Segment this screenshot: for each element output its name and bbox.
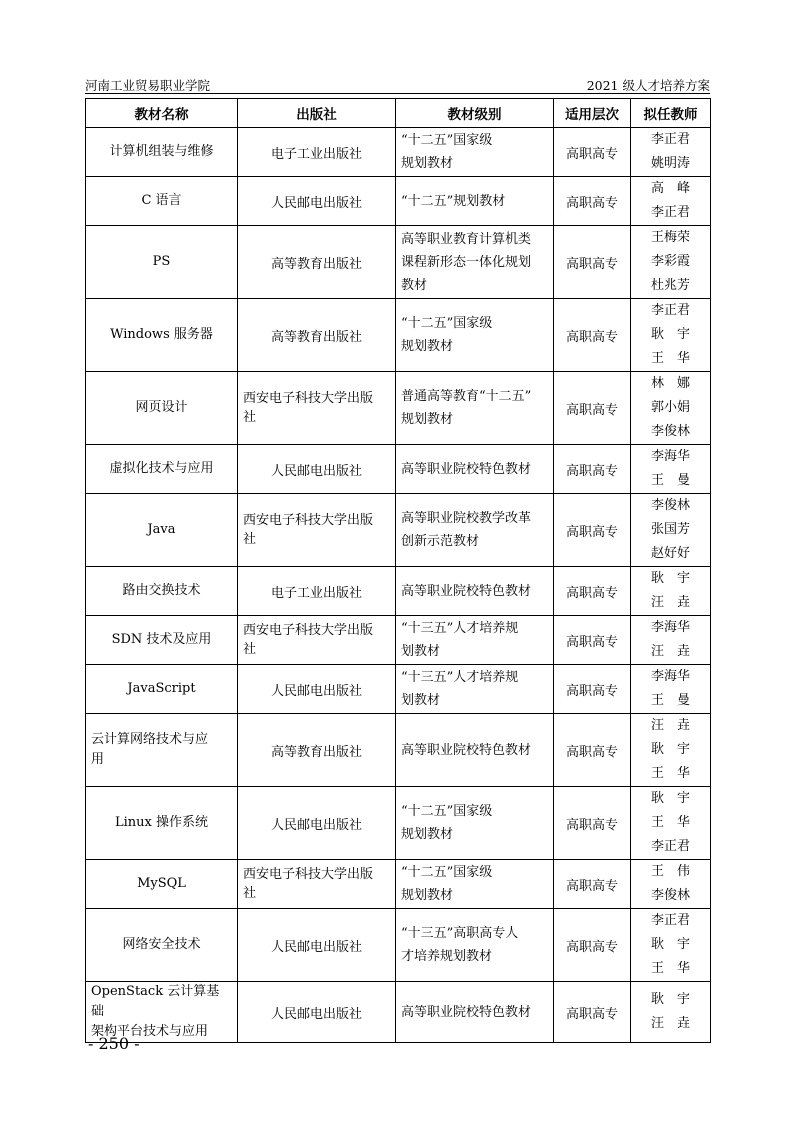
cell-textbook-name — [86, 909, 238, 982]
teacher-name: 李海华 — [650, 620, 690, 635]
textbook-table — [85, 98, 711, 1043]
cell-textbook-name-line: MySQL — [137, 876, 186, 891]
cell-textbook-name-line: JavaScript — [127, 681, 196, 696]
cell-publisher-line: 人民邮电出版社 — [270, 683, 362, 699]
cell-level — [396, 714, 554, 787]
cell-teachers — [631, 128, 711, 177]
cell-publisher-line: 社 — [243, 410, 257, 425]
cell-teachers — [631, 445, 711, 494]
cell-level — [396, 177, 554, 226]
column-header-level: 教材级别 — [396, 99, 554, 128]
cell-publisher-line: 西安电子科技大学出版 — [243, 867, 374, 882]
column-header-tier: 适用层次 — [554, 99, 631, 128]
teacher-name: 李正君 — [650, 839, 690, 854]
cell-level-line: 才培养规划教材 — [401, 949, 493, 964]
cell-publisher — [238, 616, 396, 665]
cell-level-line: 高等职业院校特色教材 — [401, 583, 532, 599]
cell-tier: 高职高专 — [554, 616, 631, 665]
cell-level-line: 教材 — [401, 277, 428, 293]
cell-tier: 高职高专 — [554, 372, 631, 445]
teacher-name: 耿 宇 — [650, 937, 690, 952]
teacher-name: 李海华 — [650, 449, 690, 464]
cell-publisher-line: 西安电子科技大学出版 — [243, 391, 374, 406]
cell-textbook-name-line: 网页设计 — [135, 400, 188, 415]
cell-textbook-name — [86, 299, 238, 372]
cell-publisher — [238, 665, 396, 714]
cell-publisher-line: 社 — [243, 642, 257, 657]
table-row — [86, 982, 711, 1043]
cell-textbook-name-line: 路由交换技术 — [122, 583, 201, 598]
cell-teachers — [631, 226, 711, 299]
cell-level-line: 高等职业教育计算机类 — [401, 231, 532, 247]
header-institution: 河南工业贸易职业学院 — [85, 78, 211, 93]
cell-textbook-name-line: OpenStack 云计算基础 — [91, 984, 220, 1019]
cell-publisher-line: 西安电子科技大学出版 — [243, 513, 374, 528]
cell-publisher — [238, 445, 396, 494]
cell-publisher — [238, 787, 396, 860]
cell-tier: 高职高专 — [554, 445, 631, 494]
cell-level-line: “十三五”人才培养规 — [401, 670, 519, 685]
cell-teachers — [631, 787, 711, 860]
table-row — [86, 299, 711, 372]
teacher-name: 汪 垚 — [650, 644, 690, 659]
cell-textbook-name — [86, 567, 238, 616]
teacher-name: 郭小娟 — [650, 400, 690, 415]
table-row — [86, 177, 711, 226]
cell-textbook-name — [86, 177, 238, 226]
cell-publisher-line: 人民邮电出版社 — [270, 463, 362, 479]
teacher-name: 王 曼 — [650, 473, 690, 488]
teacher-name: 李彩霞 — [650, 254, 690, 269]
table-row — [86, 226, 711, 299]
table-row — [86, 787, 711, 860]
cell-level-line: 课程新形态一体化规划 — [401, 254, 532, 270]
cell-textbook-name-line: 架构平台技术与应用 — [91, 1024, 209, 1039]
teacher-name: 张国芳 — [650, 522, 690, 537]
cell-level — [396, 909, 554, 982]
cell-tier: 高职高专 — [554, 567, 631, 616]
cell-publisher-line: 人民邮电出版社 — [270, 195, 362, 211]
teacher-name: 李正君 — [650, 132, 690, 147]
cell-level — [396, 616, 554, 665]
cell-textbook-name — [86, 128, 238, 177]
cell-textbook-name — [86, 860, 238, 909]
cell-teachers — [631, 860, 711, 909]
cell-textbook-name-line: 用 — [91, 752, 105, 767]
table-row — [86, 860, 711, 909]
table-row — [86, 494, 711, 567]
cell-level-line: “十二五”国家级 — [401, 804, 493, 819]
cell-teachers — [631, 714, 711, 787]
cell-teachers — [631, 665, 711, 714]
cell-publisher-line: 电子工业出版社 — [270, 585, 362, 601]
cell-level-line: 规划教材 — [401, 412, 454, 427]
cell-textbook-name — [86, 494, 238, 567]
cell-level — [396, 372, 554, 445]
table-row — [86, 445, 711, 494]
cell-level — [396, 445, 554, 494]
cell-publisher-line: 西安电子科技大学出版 — [243, 623, 374, 638]
teacher-name: 林 娜 — [650, 376, 690, 391]
header-document-title: 2021 级人才培养方案 — [586, 78, 710, 93]
cell-level-line: “十二五”国家级 — [401, 316, 493, 331]
teacher-name: 王 伟 — [650, 864, 690, 879]
cell-publisher-line: 社 — [243, 886, 257, 901]
teacher-name: 耿 宇 — [650, 992, 690, 1007]
cell-publisher — [238, 226, 396, 299]
cell-teachers — [631, 616, 711, 665]
cell-level — [396, 567, 554, 616]
table-body — [86, 128, 711, 1043]
teacher-name: 李正君 — [650, 205, 690, 220]
teacher-name: 李俊林 — [650, 888, 690, 903]
cell-level — [396, 226, 554, 299]
teacher-name: 李正君 — [650, 303, 690, 318]
cell-publisher-line: 人民邮电出版社 — [270, 939, 362, 955]
cell-publisher-line: 人民邮电出版社 — [270, 1006, 362, 1022]
table-header-row — [86, 99, 711, 128]
cell-publisher-line: 高等教育出版社 — [270, 256, 362, 272]
cell-level-line: 普通高等教育“十二五” — [401, 389, 532, 404]
teacher-name: 王梅荣 — [650, 230, 690, 245]
cell-teachers — [631, 299, 711, 372]
cell-publisher-line: 高等教育出版社 — [270, 744, 362, 760]
teacher-name: 李俊林 — [650, 498, 690, 513]
cell-publisher — [238, 567, 396, 616]
table-row — [86, 714, 711, 787]
cell-level-line: 高等职业院校特色教材 — [401, 742, 532, 758]
cell-level-line: 高等职业院校特色教材 — [401, 461, 532, 477]
table-row — [86, 616, 711, 665]
cell-level — [396, 860, 554, 909]
cell-level-line: 高等职业院校教学改革 — [401, 511, 532, 526]
cell-publisher — [238, 372, 396, 445]
cell-level-line: 划教材 — [401, 693, 441, 708]
cell-level-line: 创新示范教材 — [401, 534, 480, 549]
cell-level-line: “十二五”国家级 — [401, 865, 493, 880]
cell-teachers — [631, 177, 711, 226]
cell-level-line: 规划教材 — [401, 339, 454, 354]
cell-level-line: 规划教材 — [401, 827, 454, 842]
cell-publisher — [238, 494, 396, 567]
teacher-name: 李正君 — [650, 913, 690, 928]
cell-tier: 高职高专 — [554, 226, 631, 299]
cell-publisher-line: 人民邮电出版社 — [270, 817, 362, 833]
teacher-name: 耿 宇 — [650, 571, 690, 586]
cell-level-line: “十三五”高职高专人 — [401, 926, 519, 941]
teacher-name: 王 华 — [650, 351, 690, 366]
cell-textbook-name-line: Windows 服务器 — [110, 327, 213, 342]
cell-textbook-name — [86, 714, 238, 787]
teacher-name: 赵好好 — [650, 546, 690, 561]
cell-level — [396, 128, 554, 177]
cell-publisher — [238, 177, 396, 226]
page-number: - 250 - — [88, 1034, 140, 1053]
teacher-name: 王 华 — [650, 766, 690, 781]
cell-textbook-name-line: PS — [152, 254, 171, 269]
header-divider — [85, 93, 710, 94]
teacher-name: 王 华 — [650, 815, 690, 830]
cell-tier: 高职高专 — [554, 860, 631, 909]
cell-tier: 高职高专 — [554, 299, 631, 372]
cell-level-line: “十三五”人才培养规 — [401, 621, 519, 636]
cell-level-line: 规划教材 — [401, 156, 454, 171]
cell-textbook-name — [86, 665, 238, 714]
table-row — [86, 567, 711, 616]
teacher-name: 杜兆芳 — [650, 278, 690, 293]
cell-tier: 高职高专 — [554, 177, 631, 226]
cell-tier: 高职高专 — [554, 787, 631, 860]
cell-textbook-name-line: 网络安全技术 — [122, 937, 201, 952]
cell-tier: 高职高专 — [554, 128, 631, 177]
cell-tier: 高职高专 — [554, 909, 631, 982]
teacher-name: 汪 垚 — [650, 595, 690, 610]
teacher-name: 耿 宇 — [650, 742, 690, 757]
table-row — [86, 128, 711, 177]
cell-publisher — [238, 860, 396, 909]
cell-publisher-line: 社 — [243, 532, 257, 547]
cell-textbook-name-line: 计算机组装与维修 — [109, 144, 214, 159]
cell-tier: 高职高专 — [554, 665, 631, 714]
cell-publisher — [238, 982, 396, 1043]
cell-textbook-name-line: C 语言 — [141, 193, 182, 208]
cell-publisher-line: 高等教育出版社 — [270, 329, 362, 345]
cell-publisher — [238, 299, 396, 372]
cell-tier: 高职高专 — [554, 982, 631, 1043]
table-row — [86, 665, 711, 714]
column-header-publisher: 出版社 — [238, 99, 396, 128]
page-header — [85, 74, 710, 94]
teacher-name: 姚明涛 — [650, 156, 690, 171]
teacher-name: 汪 垚 — [650, 718, 690, 733]
cell-level-line: “十二五”国家级 — [401, 133, 493, 148]
cell-teachers — [631, 909, 711, 982]
cell-textbook-name-line: 虚拟化技术与应用 — [109, 461, 214, 476]
cell-publisher — [238, 128, 396, 177]
teacher-name: 高 峰 — [650, 181, 690, 196]
cell-level — [396, 787, 554, 860]
cell-publisher — [238, 714, 396, 787]
cell-textbook-name-line: SDN 技术及应用 — [111, 632, 212, 647]
cell-level — [396, 665, 554, 714]
teacher-name: 李俊林 — [650, 424, 690, 439]
teacher-name: 王 曼 — [650, 693, 690, 708]
cell-textbook-name — [86, 787, 238, 860]
cell-textbook-name — [86, 372, 238, 445]
teacher-name: 李海华 — [650, 669, 690, 684]
cell-publisher — [238, 909, 396, 982]
cell-textbook-name-line: Java — [147, 522, 176, 537]
cell-level-line: 规划教材 — [401, 888, 454, 903]
teacher-name: 王 华 — [650, 961, 690, 976]
column-header-name: 教材名称 — [86, 99, 238, 128]
cell-tier: 高职高专 — [554, 714, 631, 787]
cell-textbook-name-line: Linux 操作系统 — [115, 815, 208, 830]
teacher-name: 耿 宇 — [650, 327, 690, 342]
teacher-name: 汪 垚 — [650, 1016, 690, 1031]
table-row — [86, 909, 711, 982]
cell-level — [396, 299, 554, 372]
cell-level-line: 高等职业院校特色教材 — [401, 1004, 532, 1020]
cell-textbook-name — [86, 226, 238, 299]
table-row — [86, 372, 711, 445]
column-header-teachers: 拟任教师 — [631, 99, 711, 128]
teacher-name: 耿 宇 — [650, 791, 690, 806]
cell-teachers — [631, 372, 711, 445]
cell-level-line: “十二五”规划教材 — [401, 193, 506, 209]
cell-level — [396, 494, 554, 567]
cell-textbook-name — [86, 616, 238, 665]
cell-teachers — [631, 494, 711, 567]
cell-teachers — [631, 982, 711, 1043]
cell-publisher-line: 电子工业出版社 — [270, 146, 362, 162]
cell-tier: 高职高专 — [554, 494, 631, 567]
cell-level — [396, 982, 554, 1043]
cell-level-line: 划教材 — [401, 644, 441, 659]
cell-textbook-name-line: 云计算网络技术与应 — [91, 732, 209, 747]
cell-textbook-name — [86, 445, 238, 494]
cell-teachers — [631, 567, 711, 616]
